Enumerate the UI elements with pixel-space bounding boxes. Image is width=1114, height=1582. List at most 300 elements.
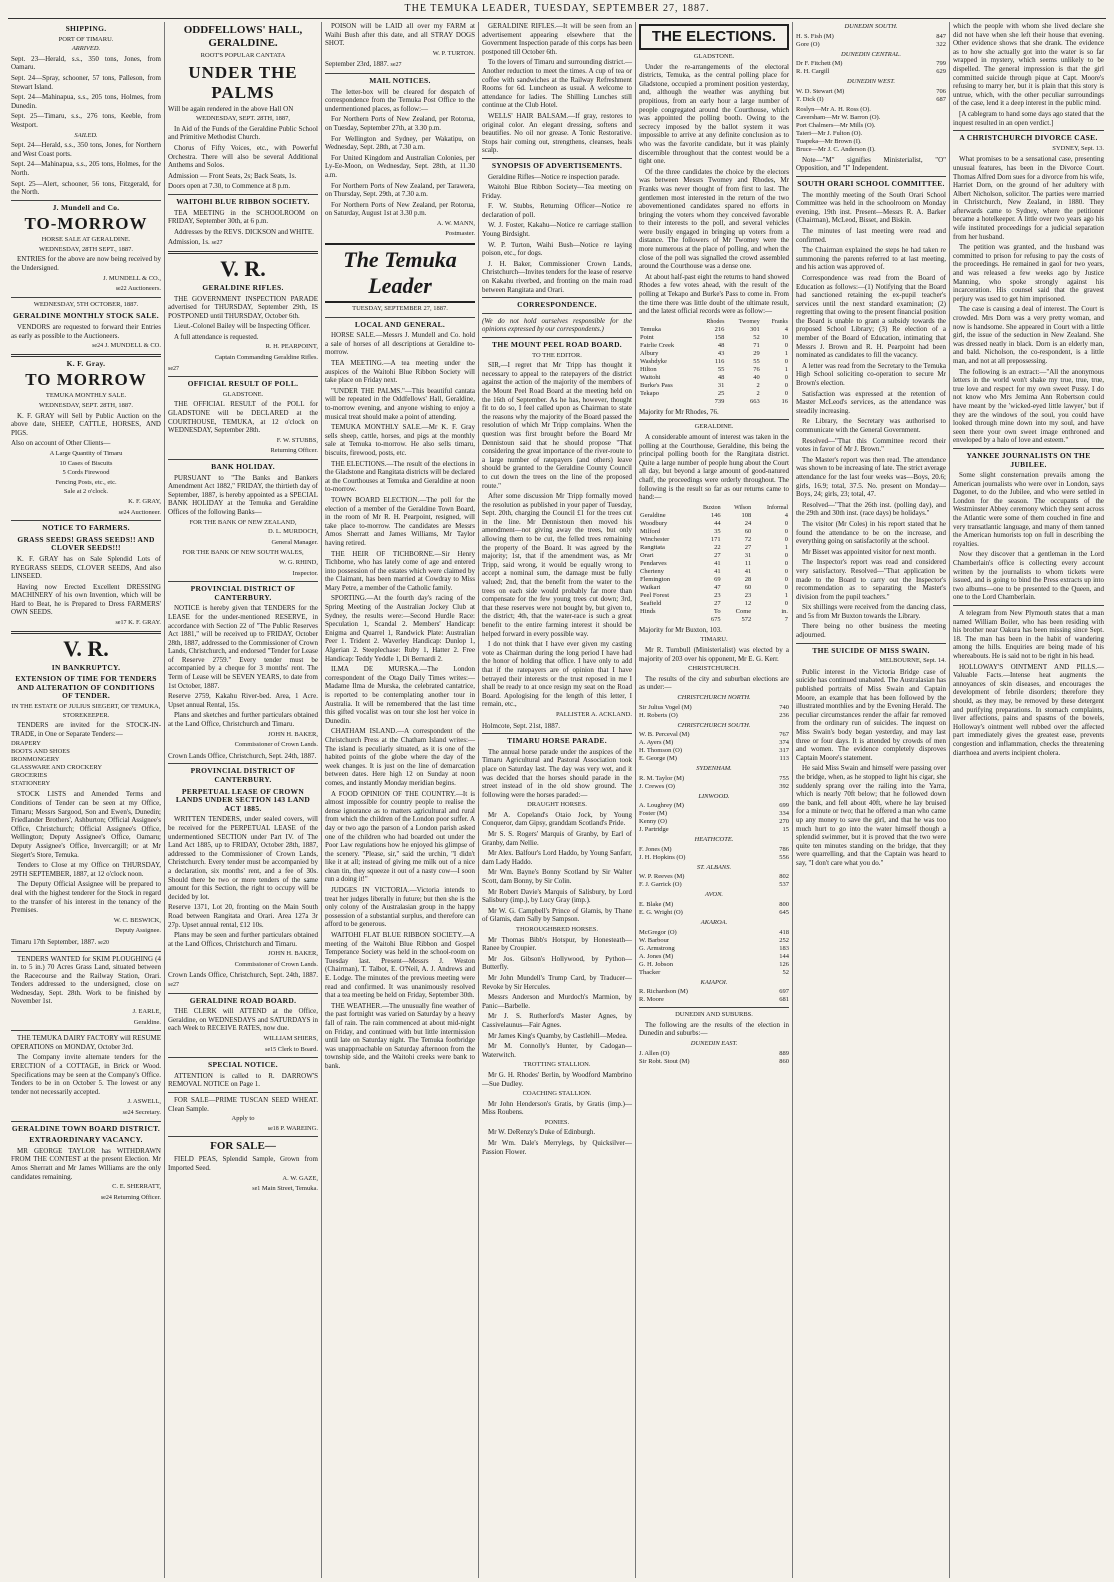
result-line: Port Chalmers—Mr Mills (O). <box>796 121 876 129</box>
christchurch-heading: CHRISTCHURCH. <box>688 665 740 673</box>
horse-entry: Mr W. G. Campbell's Prince of Glamis, by Thane of Glamis, dam Sally by Sampson. <box>482 906 632 924</box>
board-heading: GERALDINE TOWN BOARD DISTRICT. <box>11 1123 161 1133</box>
news-paragraph: A telegram from New Plymouth states that a man named William Boiler, who has been residing with his brother near Oakura has been missing since Sept. 18. The man has been in the habit of wandering among the hills. Enquiries are being made of his whereabouts. He is said not to be right in his head. <box>953 609 1104 660</box>
signature-role: Inspector. <box>292 569 318 577</box>
candidate-name: H. Thomson (O) <box>639 747 683 755</box>
candidate-name: Sir Robt. Stout (M) <box>639 1057 690 1065</box>
horse-entry: Mr Jos. Gibson's Hollywood, by Python—Butterfly. <box>482 954 632 972</box>
royal-cipher: V. R. <box>63 635 109 661</box>
addresses-line: Addresses by the REVS. DICKSON and WHITE. <box>174 227 314 236</box>
signature: A. W. MANN, <box>436 219 475 227</box>
vote-count: 537 <box>779 881 789 889</box>
horse-entry: Mr Robert Davie's Marquis of Salisbury, by Lord Salisbury (imp.), by Lucy Gray (imp.). <box>482 887 632 905</box>
vote-count-cell: 0 <box>784 357 788 365</box>
vote-count-cell: 0 <box>784 575 788 583</box>
candidate-name: E. Blake (M) <box>639 901 674 909</box>
divider <box>325 73 475 74</box>
divider <box>168 993 318 994</box>
peas-notice: FIELD PEAS, Splendid Sample, Grown from Imported Seed. <box>168 1155 318 1172</box>
letter-paragraph: SIR,—I regret that Mr Tripp has thought it necessary to appeal to the ratepayers of the district against the action of the majority of the members of the Mount Peel Road Board at the meeting held on the 16th of September. As he has, however, thought fit to do so, I feel called upon as Chairman to state the reasons why the majority of the Board passed the resolution of which Mr Tripp complains. When the question was first brought before the Board Mr Dennistoun said that he should propose "That considering the great importance of the river-route to a large number of ratepayers (and others) leave should be granted to the Geraldine County Council to cut down the trees on the line of the proposed route." <box>482 361 632 490</box>
majority-line: Majority for Mr Buxton, 103. <box>639 625 722 634</box>
tenders-close: Tenders to Close at my Office on THURSDAY, 29TH SEPTEMBER, 1887, at 12 o'clock noon. <box>11 861 161 878</box>
vote-count: 740 <box>779 703 789 711</box>
vote-count: 687 <box>936 95 946 103</box>
vote-count-cell: 1 <box>784 591 788 599</box>
electorate-results <box>639 704 789 720</box>
parade-intro: The annual horse parade under the auspices of the Timaru Agricultural and Pastoral Association took place on Saturday last. The day was very wet, and it was decided that the horses should parade in the street instead of in the old show ground. The following were the horses paraded:— <box>482 747 632 799</box>
royal-cipher: V. R. <box>220 255 266 281</box>
port-heading: PORT OF TIMARU. <box>58 35 114 43</box>
vote-count: 645 <box>779 909 789 917</box>
vote-count: 847 <box>936 32 946 40</box>
signature: JOHN H. BAKER, <box>268 730 318 738</box>
attendance-line: A full attendance is requested. <box>174 332 259 341</box>
vote-count-cell: 10 <box>781 333 788 341</box>
tea-notice: TEA MEETING in the SCHOOLROOM on FRIDAY, September 30th, at 6 p.m. <box>168 208 318 226</box>
sailed-heading: SAILED. <box>74 131 98 139</box>
result-row <box>639 1050 789 1058</box>
vote-count-cell: 4 <box>784 511 788 519</box>
table-row <box>639 600 789 608</box>
table-row <box>639 366 789 374</box>
divider <box>168 251 318 254</box>
divider <box>11 951 161 952</box>
news-paragraph: ILMA DE MURSKA.—The London correspondent of the Otago Daily Times writes:—Madame Ilma de Murska, the celebrated cantatrice, is reported to be contemplating another tour in Australia. It will be remembered that the last time this gifted vocalist was on tour she lost her voice in Dunedin. <box>325 665 475 725</box>
swain-heading: THE SUICIDE OF MISS SWAIN. <box>812 645 930 655</box>
synopsis-item: Geraldine Rifles—Notice re inspection parade. <box>488 172 620 181</box>
reserve-line: Reserve 2759, Kakahu River-bed. Area, 1 Acre. Upset annual Rental, 15s. <box>168 692 318 709</box>
coaching-heading: COACHING STALLION. <box>522 1090 592 1098</box>
signature: WILLIAM SHIERS, <box>263 1035 318 1043</box>
reference: se27 <box>168 365 179 372</box>
divorce-paragraph: The case is causing a deal of interest. The Court is crowded. Mrs Dorn was a very pretty woman, and now is handsome. She appeared in Court with a little girl, the issue of the seduction in New Zealand. She was dressed neatly in black. Dorn is an elderly man, and bald. Nicholson, the co-respondent, is a little man, and not at all prepossessing. <box>953 305 1104 365</box>
shipping-heading: SHIPPING. <box>65 24 107 33</box>
vote-count-cell: 69 <box>714 575 721 583</box>
dunedin-intro: The following are the results of the election in Dunedin and suburbs:— <box>639 1020 789 1038</box>
sale-time: Sale at 2 o'clock. <box>63 488 109 496</box>
polling-place-cell: Fairlie Creek <box>640 341 675 349</box>
electorate-heading: AVON. <box>704 891 724 899</box>
local-heading: LOCAL AND GENERAL. <box>354 319 446 329</box>
majority-line: Majority for Mr Rhodes, 76. <box>639 407 719 416</box>
aid-line: In Aid of the Funds of the Geraldine Public School and Primitive Methodist Church. <box>168 124 318 142</box>
horse-entry: Mr A. Copeland's Otaio Jock, by Young Conqueror, dam Gipsy, granddam Scotland's Pride. <box>482 810 632 828</box>
vote-count-cell: 47 <box>714 583 721 591</box>
dunedin-east-heading: DUNEDIN EAST. <box>690 1040 738 1048</box>
yankee-paragraph: Some slight consternation prevails among the American journalists who were over in London, says Dagonet, to do the Jubilee, and who were settled in London for the season. The occupants of the Westminster Abbey ceremony which they sent across the Atlantic were some of them couched in fine and very transatlantic language, and many of them tanned the American humorists top on full in describing the royalties. <box>953 471 1104 548</box>
candidate-name: Dr F. Fitchett (M) <box>796 60 843 68</box>
grass-heading: GRASS SEEDS! GRASS SEEDS!! AND CLOVER SEEDS!!! <box>17 534 155 553</box>
result-row <box>639 961 789 969</box>
other-results <box>796 106 946 154</box>
column-5 <box>636 22 793 1578</box>
vote-count-cell: 171 <box>710 535 721 543</box>
result-line: Caversham—Mr W. Barron (O). <box>796 113 881 121</box>
orari-paragraph: Correspondence was read from the Board of Education as follows:—(1) Notifying that the Board had sanctioned retaining the ex-pupil teacher's services until the next standard examination; (2) regretting that owing to the present financial position the Board is unable to grant a subsidy towards the proposed School Library; (3) Re election of a member of the Board of Education, intimating that Messrs J. Brown and R. H. Pearpoint had been nominated as candidates to fill the vacancy. <box>796 273 946 360</box>
swain-continued: which the people with whom she lived declare she did not have when she left their house that evening. Other evidence shows that she drank. The evidence as to how she actually got into the water is so far wrapped in mystery, which seems unlikely to be dispelled. The general impression is that the girl committed suicide through pique at Capt. Moore's refusing to marry her, but it is plain that this story is untrue, which, with the other peculiar surroundings of the case, lend it a deep interest in the public mind. <box>953 22 1104 108</box>
divider <box>168 194 318 195</box>
polling-place-cell: Hilton <box>640 365 657 373</box>
orari-paragraph: The visitor (Mr Coles) in his report stated that he found the attendance to be on the increase, and everything going on satisfactorily at the school. <box>796 519 946 546</box>
electorate-heading: KAIAPOI. <box>700 978 728 986</box>
vote-count-cell: 55 <box>753 357 760 365</box>
orari-paragraph: The monthly meeting of the South Orari School Committee was held in the schoolroom on Monday evening, 19th inst. Present—Messrs R. A. Barker (Chairman), McLeod, Bisset, and Biskin. <box>796 190 946 225</box>
divider <box>482 313 632 314</box>
divider <box>639 419 789 420</box>
vote-count-cell: 60 <box>744 583 752 591</box>
divider <box>325 317 475 318</box>
horse-sale-title: HORSE SALE AT GERALDINE. <box>41 236 131 244</box>
news-paragraph: TEA MEETING.—A tea meeting under the auspices of the Waitohi Blue Ribbon Society will take place on Friday next. <box>325 359 475 385</box>
result-row <box>796 60 946 68</box>
table-row <box>639 520 789 528</box>
mail-item: For Northern Ports of New Zealand, per Rotorua, on Tuesday, September 27th, at 3.30 p.m. <box>325 115 475 132</box>
vote-count-cell: 23 <box>714 591 721 599</box>
vote-count-cell: 0 <box>784 389 788 397</box>
vote-count-cell: 158 <box>714 333 725 341</box>
gladstone-results-table <box>639 318 789 406</box>
signature: PALLISTER A. ACKLAND. <box>556 710 632 718</box>
stock-item: STATIONERY <box>11 780 51 788</box>
chorus-line: Chorus of Fifty Voices, etc., with Powerful Orchestra. There will also be several Additional Anthems and Solos. <box>168 143 318 170</box>
mail-item: For Northern Ports of New Zealand, per Tarawera, on Thursday, Sept. 29th, at 7.30 a.m. <box>325 181 475 199</box>
dateline: MELBOURNE, Sept. 14. <box>879 657 946 665</box>
vote-count-cell: 24 <box>744 519 752 527</box>
vote-count: 889 <box>779 1049 789 1057</box>
candidate-name: Gore (O) <box>796 40 820 48</box>
candidate-name: Foster (M) <box>639 810 667 818</box>
stock-item: GLASSWARE AND CROCKERY <box>11 764 103 772</box>
horse-entry: Mr J. S. Rutherford's Master Agnes, by Cassivelaunus—Fair Agnes. <box>482 1012 632 1029</box>
vote-count-cell: 12 <box>744 599 752 607</box>
sailed-item: Sept. 24—Herald, s.s., 350 tons, Jones, for Northern and West Coast ports. <box>11 141 161 158</box>
mail-item: For Northern Ports of New Zealand, per Rotorua, on Saturday, August 1st at 3.30 p.m. <box>325 200 475 218</box>
horse-entry: Mr James King's Quamby, by Castlehill—Medea. <box>488 1031 628 1040</box>
divorce-paragraph: The petition was granted, and the husband was committed to prison for refusing to pay the costs of the proceedings. He remained in gaol for two years, and was released a few weeks ago by Justice Manning, who spoke strongly against his incarceration. His counsel said that the gravest perjury was used to get him imprisoned. <box>953 243 1104 303</box>
table-row <box>639 584 789 592</box>
orari-paragraph: The Master's report was then read. The attendance was shown to be increasing of late. The strict average attendance for the last four weeks was—Boys, 20.6; girls, 16.9; total, 37.5. No. present on Monday—Boys, 24; girls, 23; total, 47. <box>796 455 946 499</box>
divider <box>953 448 1104 449</box>
geraldine-heading: GERALDINE. <box>694 423 734 431</box>
divider <box>953 605 1104 606</box>
signature-role: Commissioner of Crown Lands. <box>234 960 318 968</box>
news-paragraph: THE WEATHER.—The unusually fine weather of the past fortnight was varied on Saturday by a heavy fall of rain. The rain commenced at about mid-night on Friday, and continued with but little intermission until late on Saturday night. The Temuka footbridge was unapproachable on Saturday afternoon from the township side, and the Waitohi creeks were bank to bank. <box>325 1001 475 1070</box>
candidate-name: W. B. Perceval (M) <box>639 731 690 739</box>
vote-count: 699 <box>779 802 789 810</box>
electorate-results <box>639 775 789 791</box>
vote-count: 113 <box>779 755 789 763</box>
signature: C. E. SHERRATT, <box>112 1183 161 1191</box>
lease-notice: NOTICE is hereby given that TENDERS for the LEASE for the under-mentioned RESERVE, in accordance with Section 22 of "The Public Reserves Act 1881," will be received up to FRIDAY, October 28th, 1887, addressed to the Commissioner of Crown Lands, Christchurch, and endorsed "Tender for Lease of Reserve 2759." Every tender must be accompanied by a cheque for 3 months' rent. The Term of Lease will be SEVEN YEARS, to date from 1st October, 1887. <box>168 604 318 690</box>
table-row <box>639 544 789 552</box>
result-row <box>639 731 789 739</box>
table-row <box>639 390 789 398</box>
also-item: 5 Cords Firewood <box>62 469 110 477</box>
vote-count-cell: 116 <box>714 357 725 365</box>
vote-count-cell: 31 <box>717 381 725 389</box>
candidate-name: Thacker <box>639 968 661 976</box>
polling-place-cell: Seafield <box>640 599 662 607</box>
result-row <box>796 33 946 41</box>
vote-count-cell: in. <box>781 607 788 615</box>
results-note: Note—"M" signifies Ministerialist, "O" Opposition, and "I" Independent. <box>796 155 946 173</box>
orari-paragraph: Mr Bisset was appointed visitor for next month. <box>802 547 937 556</box>
also-line: Also on account of Other Clients— <box>11 439 111 448</box>
dressing-notice: Having now Erected Excellent DRESSING MACHINERY of his own Invention, which will be Hard to Beat, he is Prepared to Dress FARMERS' OWN SEEDS. <box>11 582 161 617</box>
apply-line: Apply to <box>231 1115 255 1123</box>
polling-place-cell: Tekapo <box>640 389 660 397</box>
vote-count-cell: 35 <box>714 527 721 535</box>
vote-count-cell: 4 <box>784 325 788 333</box>
orari-paragraph: Six shillings were received from the dancing class, and 5s from Mr Buxton towards the Library. <box>796 603 946 620</box>
table-header-row: Rhodes Twomey Franks <box>706 318 788 325</box>
result-row <box>639 909 789 917</box>
draught-heading: DRAUGHT HORSES. <box>527 801 587 809</box>
rendered-line: Will be again rendered in the above Hall ON <box>168 104 294 113</box>
table-row <box>639 512 789 520</box>
table-row <box>639 382 789 390</box>
correspondence-heading: CORRESPONDENCE. <box>517 300 597 310</box>
divider <box>482 158 632 159</box>
dateline: Crown Lands Office, Christchurch, Sept. 24th, 1887. se27 <box>168 971 318 989</box>
vote-count-cell: 0 <box>784 583 788 591</box>
candidate-name: W. D. Stewart (M) <box>796 87 845 95</box>
signature-role: se24 Returning Officer. <box>100 1193 161 1201</box>
table-header-row: Buxton Wilson Informal <box>702 504 788 511</box>
gray-notice: K. F. GRAY will Sell by Public Auction on the above date, SHEEP, CATTLE, HORSES, AND PIGS. <box>11 411 161 437</box>
vote-count-cell: 41 <box>744 567 752 575</box>
yankee-paragraph: Now they discover that a gentleman in the Lord Chamberlain's office is collecting every account written by the journalists to whom tickets were issued, and is going to bind the Press extracts up into two albums—one to be presented to the Queen, and one to the Lord Chamberlain. <box>953 550 1104 602</box>
vote-count-cell: 0 <box>784 527 788 535</box>
divider <box>168 1136 318 1137</box>
tenders-notice: TENDERS are invited for the STOCK-IN-TRADE, in One or Separate Tenders:— <box>11 721 161 738</box>
gray-heading: K. F. Gray. <box>66 358 106 368</box>
orari-paragraph: The Inspector's report was read and considered very satisfactory. Resolved—"That application be made to the Board to carry out the Inspector's recommendation as to separating the Master's division from the pupil teachers." <box>796 558 946 601</box>
result-row <box>796 68 946 76</box>
header-rule <box>8 18 1106 19</box>
vote-count-cell: 25 <box>717 389 725 397</box>
candidate-name: H. Roberts (O) <box>639 711 678 719</box>
signature-role: Postmaster. <box>445 230 475 238</box>
news-paragraph: WAITOHI FLAT BLUE RIBBON SOCIETY.—A meeting of the Waitohi Blue Ribbon and Gospel Temperance Society was held in the school-room on Tuesday last. Present—Messrs J. Weston (Chairman), T. Talbot, E. O'Neil, A. J. Andrews and E. Lodge. The minutes of the previous meeting were read and confirmed. It was unanimously resolved that a tea meeting be held on Friday, September 30th. <box>325 931 475 1000</box>
timaru-paragraph: Mr R. Turnbull (Ministerialist) was elected by a majority of 203 over his opponent, Mr E. G. Kerr. <box>639 645 789 663</box>
vote-count-cell: 0 <box>784 373 788 381</box>
polling-place-cell: Burke's Pass <box>640 381 673 389</box>
vote-count: 755 <box>779 774 789 782</box>
table-row <box>639 350 789 358</box>
dateline: Holmcote, Sept. 21st, 1887. <box>482 721 560 730</box>
divider <box>11 200 161 201</box>
news-paragraph: SPORTING.—At the fourth day's racing of the Spring Meeting of the Australian Jockey Club at Sydney, the results were:—Second Hurdle Race: Speculation 1, Scandal 2. Members' Handicap: Enigma and Quarrel 1, Randwick Plate: Australian Peer 1. Trident 2. Waverley Handicap: Dunlop 1, Algerian 2. Steeplechase: Ruby 1, Hatter 2. Free Handicap: Teddy Yeddle 1, Di Bernardi 2. <box>325 594 475 663</box>
horse-entry: Mr Thomas Bibb's Hotspur, by Honesteath—Ranee by Croupier. <box>482 935 632 953</box>
vote-count: 681 <box>779 996 789 1004</box>
vote-count-cell: 0 <box>784 519 788 527</box>
divorce-paragraph: The following is an extract:—"All the anonymous letters in the world won't shake my true, true, true, true love and respect for my own sweet Pussy. I do not know who Mrs Jemima Ann Robertson could have meant by the 'wicked-eyed little lawyer,' but if they are the windows of the soul, you could have looked through mine down into my soul, and have seen there your own sweet image enthroned and enveloped by a halo of love and esteem." <box>953 367 1104 445</box>
signature: se24 J. MUNDELL & CO. <box>92 342 161 350</box>
signature-role: Captain Commanding Geraldine Rifles. <box>214 354 318 362</box>
vote-count-cell: 28 <box>744 575 752 583</box>
signature-role: General Manager. <box>271 538 318 546</box>
bank-notice: PURSUANT to "The Banks and Bankers Amendment Act 1882," FRIDAY, the thirtieth day of September, 1887, is hereby appointed as a SPECIAL BANK HOLIDAY at the Temuka and Geraldine Offices of the following Banks— <box>168 473 318 516</box>
vote-count: 706 <box>936 87 946 95</box>
polling-place-cell: Woodbury <box>640 519 668 527</box>
vote-count-cell: 11 <box>744 559 752 567</box>
reserve-line: Reserve 1371, Lot 20, fronting on the Main South Road between Rangitata and Orari. Area 127a 3r 27p. Upset annual rental, £12 10s. <box>168 903 318 929</box>
result-row <box>639 739 789 747</box>
divider <box>168 763 318 764</box>
signature-role: se1 Main Street, Temuka. <box>252 1185 318 1193</box>
poison-notice: POISON will be LAID all over my FARM at Waihi Bush after this date, and all STRAY DOGS SHOT. <box>325 22 475 48</box>
written-notice: WRITTEN TENDERS, under sealed covers, will be received for the PERPETUAL LEASE of the undermentioned SECTION under Part IV. of The Land Act 1885, up to FRIDAY, October 28th, 1887, addressed to the Commissioner of Crown Lands, Christchurch. Every tender must be accompanied by a declaration, six months' rent, and a fee of 30s. Should there be two or more tenders of the same amount for this Section, the right to occupy will be decided by lot. <box>168 815 318 901</box>
vote-count: 252 <box>779 936 789 944</box>
vote-count: 144 <box>779 952 789 960</box>
letter-paragraph: After some discussion Mr Tripp formally moved the resolution as published in your paper of Tuesday, Sept. 20th, charging the Council £1 for the trees cut in the line. Mr Dennistoun then moved his amendment—not giving away the trees, but only allowing them to be cut, the felled trees remaining the property of the Board. It was agreed by the majority; 1st, that if the amendment was, as Mr Tripp, said wrong, it would be equally wrong to accept a nominal sum, the damage must be fully valued; 2nd, that the benefit from the water to the trees on each side would probably far more than compensate for the few young trees cut down; 3rd, that these reserves were not bought by, but given to, the district; 4th, that the water-race is such a great benefit to the entire farming interest it should be helped forward in every possible way. <box>482 492 632 638</box>
stock-item: GROCERIES <box>11 772 48 780</box>
admission-line: Admission, 1s. se27 <box>168 238 223 247</box>
divider <box>482 733 632 734</box>
result-row <box>639 818 789 826</box>
signature: A. W. GAZE, <box>282 1174 318 1182</box>
candidate-name: A. Loughrey (M) <box>639 802 684 810</box>
candidate-name: H. S. Fish (M) <box>796 32 834 40</box>
table-row <box>639 334 789 342</box>
admission-line: Admission — Front Seats, 2s; Back Seats, 1s. <box>168 171 297 180</box>
signature-role: Commissioner of Crown Lands. <box>234 741 318 749</box>
electorate-heading: DUNEDIN SOUTH. <box>844 23 898 30</box>
electorate-heading: CHRISTCHURCH SOUTH. <box>677 721 751 729</box>
news-paragraph: To the lovers of Timaru and surrounding district.—Another reduction to meet the times. A cup of tea or coffee with sandwiches at the Railway Refreshment Rooms for 6d. Luncheon as usual. A welcome to attendance for ladies. The Shilling Lunches still continue at the Club Hotel. <box>482 58 632 110</box>
polling-place-cell: Flemington <box>640 575 670 583</box>
candidate-name: R. Richardson (M) <box>639 988 688 996</box>
vote-count-cell: 301 <box>749 325 760 333</box>
polling-place-cell: Geraldine <box>640 511 666 519</box>
table-row <box>639 342 789 350</box>
divider <box>482 297 632 298</box>
vote-count-cell: 0 <box>784 559 788 567</box>
divider <box>168 1092 318 1093</box>
result-row <box>639 1058 789 1066</box>
dateline: Crown Lands Office, Christchurch, Sept. 24th, 1887. <box>168 751 317 760</box>
polling-place-cell: Waikari <box>640 583 661 591</box>
electorate-results <box>639 846 789 862</box>
sale-date: WEDNESDAY, SEPT. 28TH, 1887. <box>39 402 133 409</box>
signature: K. F. GRAY, <box>128 497 161 505</box>
bank-name: FOR THE BANK OF NEW SOUTH WALES, <box>182 549 304 557</box>
vote-count-cell: 0 <box>784 341 788 349</box>
geraldine-paragraph: A considerable amount of interest was taken in the polling at the Courthouse, Geraldine, this being the principal polling booth for the Rangitata district. Quite a large number of people hung about the Court all day, but beyond a large amount of good-natured chaff, the proceedings were orderly throughout. The following is the result so far as our returns came to hand:— <box>639 433 789 502</box>
signature: F. W. STUBBS, <box>276 436 318 444</box>
bank-name: FOR THE BANK OF NEW ZEALAND, <box>189 518 297 526</box>
dateline: Timaru 17th September, 1887. se20 <box>11 937 109 946</box>
clerk-notice: THE CLERK will ATTEND at the Office, Geraldine, on WEDNESDAYS and SATURDAYS in each Week to RECEIVE RATES, now due. <box>168 1007 318 1033</box>
divider <box>11 631 161 634</box>
orari-paragraph: There being no other business the meeting adjourned. <box>796 622 946 640</box>
electorate-results <box>796 88 946 104</box>
also-item: 10 Cases of Biscuits <box>59 459 113 467</box>
vote-count-cell: 40 <box>753 373 760 381</box>
vote-count-cell: 108 <box>741 511 752 519</box>
electorate-heading: SYDENHAM. <box>696 765 732 773</box>
polling-place-cell: Milford <box>640 527 661 535</box>
estate-heading: IN THE ESTATE OF JULIUS SIEGERT, OF TEMUKA, STOREKEEPER. <box>11 703 161 719</box>
vote-count-cell: 44 <box>714 519 721 527</box>
result-line: Tuapeka—Mr Brown (I). <box>796 137 862 145</box>
candidate-name: E. George (M) <box>639 755 677 763</box>
column-3 <box>322 22 479 1578</box>
palms-heading: UNDER THE PALMS <box>188 62 298 102</box>
temuka-sale-title: TEMUKA MONTHLY SALE. <box>45 392 127 400</box>
entries-notice: ENTRIES for the above are now being received by the Undersigned. <box>11 255 161 273</box>
news-paragraph: WELLS' HAIR BALSAM.—If gray, restores to original color. An elegant dressing, softens and beautifies. No oil nor grease. A Tonic Restorative. Stops hair coming out, strengthens, cleanses, heals scalp. <box>482 111 632 155</box>
vote-count-cell: 27 <box>714 551 721 559</box>
ponies-heading: PONIES. <box>544 1118 570 1126</box>
vote-count: 15 <box>782 826 789 834</box>
vote-count: 322 <box>936 40 946 48</box>
vote-count-cell: To <box>713 607 721 615</box>
orari-paragraph: The Chairman explained the steps he had taken re summoning the parents referred to at last meeting, and his action was approved of. <box>796 246 946 272</box>
result-row <box>639 929 789 937</box>
parade-heading: TIMARU HORSE PARADE. <box>507 736 607 746</box>
vote-count: 799 <box>936 60 946 68</box>
doors-line: Doors open at 7.30, to Commence at 8 p.m. <box>168 182 291 191</box>
extension-heading: EXTENSION OF TIME FOR TENDERS AND ALTERATION OF CONDITIONS OF TENDER. <box>15 674 157 701</box>
event-date: WEDNESDAY, SEPT. 28TH, 1887, <box>196 115 290 123</box>
orari-paragraph: The minutes of last meeting were read and confirmed. <box>796 226 946 244</box>
also-item: A Large Quantity of Timaru <box>49 449 123 457</box>
elections-paragraph: At about half-past eight the returns to hand showed Rhodes a few votes ahead, with the result of the polling at Tekapo and Burke's Pass to come in. From the time there was little doubt of the ultimate result, and the latest official records were as follow:— <box>639 272 789 316</box>
divider <box>796 176 946 177</box>
news-paragraph: CHATHAM ISLAND.—A correspondent of the Christchurch Press at the Chatham Island writes:—The island is peculiarly situated, as it is one of the habited points of the globe where the day of the week changes. It is just on the line of demarcation between dates. Here high 12 on Sunday at noon comes, and instantly Monday meridian begins. <box>325 727 475 787</box>
column-6 <box>793 22 950 1578</box>
result-line: Bruce—Mr J. C. Anderson (I). <box>796 145 876 153</box>
vote-count: 800 <box>779 901 789 909</box>
electorate-results <box>796 33 946 49</box>
vote-count-cell: 55 <box>717 365 725 373</box>
horse-entry: Mr S. S. Rogers' Marquis of Granby, by Earl of Granby, dam Nellie. <box>482 830 632 847</box>
vote-count-cell: 43 <box>717 349 725 357</box>
plans-line: Plans may be seen and further particulars obtained at the Land Offices, Christchurch and Timaru. <box>168 931 318 948</box>
grass-notice: K. F. GRAY has on Sale Splendid Lots of RYEGRASS SEEDS, CLOVER SEEDS, And also LINSEED. <box>11 554 161 581</box>
table-row <box>639 576 789 584</box>
vote-count: 556 <box>779 853 789 861</box>
polling-place-cell: Rangitata <box>640 543 665 551</box>
vote-count-cell: 0 <box>784 599 788 607</box>
result-row <box>639 988 789 996</box>
candidate-name: W. Barbour <box>639 936 670 944</box>
mail-heading: MAIL NOTICES. <box>369 75 431 85</box>
colonel-line: Lieut.-Colonel Bailey will be Inspecting Officer. <box>174 322 311 331</box>
stock-item: DRAPERY <box>11 740 41 748</box>
thoroughbred-heading: THOROUGHBRED HORSES. <box>516 926 598 933</box>
synopsis-item: W. P. Turton, Waihi Bush—Notice re laying poison, etc., for dogs. <box>482 240 632 258</box>
signature: se17 K. F. GRAY. <box>115 619 161 627</box>
table-total-row: 675 572 7 <box>710 615 788 623</box>
news-paragraph: GERALDINE RIFLES.—It will be seen from an advertisement appearing elsewhere that the Government Inspection parade of this corps has been postponed till October 6th. <box>482 22 632 56</box>
stock-sale-title: GERALDINE MONTHLY STOCK SALE. <box>13 311 159 321</box>
orari-heading: SOUTH ORARI SCHOOL COMMITTEE. <box>797 178 945 188</box>
elections-paragraph: Of the three candidates the choice by the electors was between Messrs Twomey and Rhodes, Mr Franks was never thought of from first to last. The gentlemen most interested in the return of the two abovementioned candidates spared no efforts in bringing the voters whom they conceived favorable to their interests to the poll, and several vehicles were busily engaged in bringing up voters from a distance. The followers of Mr Twomey were the more numerous at the place of polling, and when the close of the poll was signalled the crowd assembled around the Courthouse was a dense one. <box>639 167 789 271</box>
vote-count-cell: 29 <box>753 349 760 357</box>
vote-count-cell: 41 <box>714 559 721 567</box>
gladstone-heading: GLADSTONE. <box>693 53 735 60</box>
horse-entry: Mr Alex. Balfour's Lord Haddo, by Young Sanfarr, dam Lady Haddo. <box>482 849 632 866</box>
signature: R. H. PEARPOINT, <box>265 343 318 351</box>
vote-count: 629 <box>936 68 946 76</box>
signature: D. L. MURDOCH, <box>267 528 318 536</box>
signature-role: se24 Auctioneer. <box>118 508 161 516</box>
result-row <box>639 704 789 712</box>
stock-list <box>11 740 161 788</box>
